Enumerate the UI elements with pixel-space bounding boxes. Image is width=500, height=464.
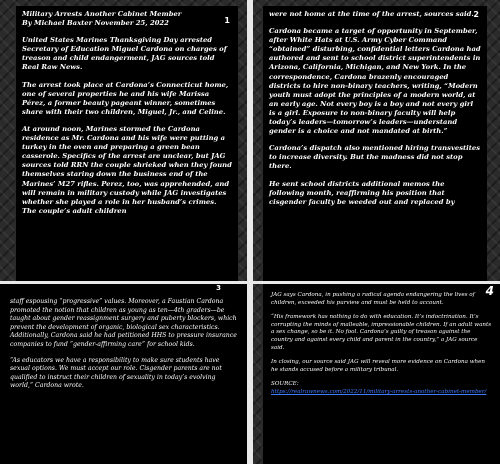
page-number: 4 xyxy=(485,284,494,298)
article-header xyxy=(22,10,232,28)
paragraph: “His framework has nothing to do with education. It’s indoctrination. It’s corrupting the minds of malleable, impressionable children. If an adult wants a sex change, so be it. No fool. Cardona’s guilty of treason against the country and against every child and parent in the country,” a JAG source said. xyxy=(271,314,492,351)
paragraph: staff espousing “progressive” values. Moreover, a Faustian Cardona promoted the notion that children as young as ten—4th graders—be taught about gender reassignment surgery and puberty blockers, which prevent the development of organic, biological sex characteristics. Additionally, Cardona said he had petitioned HHS to pressure insurance companies to fund “gender-affirming care” for school kids. xyxy=(10,298,237,348)
page-number: 3 xyxy=(216,284,221,292)
page-panel-3 xyxy=(0,284,247,464)
paragraph: The arrest took place at Cardona’s Connecticut home, one of several properties he and his wife Marissa Pérez, a former beauty pageant winner, sometimes share with their two children, Miguel, Jr., and Celine. xyxy=(22,80,229,116)
paragraph: were not home at the time of the arrest, sources said. xyxy=(269,10,474,18)
source-block xyxy=(271,381,492,396)
article-byline: By Michael Baxter November 25, 2022 xyxy=(22,19,169,28)
article-card-1 xyxy=(16,6,238,281)
page-number: 1 xyxy=(224,16,230,25)
article-card-3 xyxy=(0,284,247,464)
source-link[interactable]: https://realrawnews.com/2022/11/military-arrests-another-cabinet-member/ xyxy=(271,388,487,395)
page-panel-2 xyxy=(253,0,500,281)
paragraph: He sent school districts additional memos the following month, reaffirming his position that cisgender faculty be weeded out and replaced by xyxy=(269,179,455,206)
paragraph: JAG says Cardona, in pushing a radical agenda endangering the lives of children, exceeded his purview and must be held to account. xyxy=(271,292,475,306)
source-label: SOURCE: xyxy=(271,381,299,388)
paragraph: At around noon, Marines stormed the Cardona residence as Mr. Cardona and his wife were putting a turkey in the oven and preparing a green bean casserole. Specifics of the arrest are unclear, but JAG sources told RRN the couple shrieked when they found themselves staring down the business end of the Marines’ M27 rifles. Perez, too, was apprehended, and will remain in military custody while JAG investigates whether she played a role in her husband’s crimes. The couple’s adult children xyxy=(22,124,232,215)
paragraph: Cardona’s dispatch also mentioned hiring transvestites to increase diversity. But the madness did not stop there. xyxy=(269,144,481,171)
page-panel-1 xyxy=(0,0,247,281)
paragraph: Cardona became a target of opportunity in September, after White Hats at U.S. Army Cyber Command “obtained” disturbing, confidential letters Cardona had authored and sent to school district superintendents in Arizona, California, Michigan, and New York. In the correspondence, Cardona brazenly encouraged districts to hire non-binary teachers, writing, “Modern youth must adopt the principles of a modern world, at an early age. Not every boy is a boy and not every girl is a girl. Exposure to non-binary faculty will help today’s leaders—tomorrow’s leaders—understand gender is a choice and not mandated at birth.” xyxy=(269,27,481,136)
page-number: 2 xyxy=(473,10,479,19)
article-card-2 xyxy=(263,6,487,281)
paragraph: In closing, our source said JAG will reveal more evidence on Cardona when he stands accused before a military tribunal. xyxy=(271,359,486,373)
paragraph: United States Marines Thanksgiving Day arrested Secretary of Education Miguel Cardona on charges of treason and child endangerment, JAG sources told Real Raw News. xyxy=(22,36,227,72)
article-title: Military Arrests Another Cabinet Member xyxy=(22,10,182,18)
page-panel-4 xyxy=(253,284,500,464)
article-card-4 xyxy=(263,284,500,464)
paragraph: “As educators we have a responsibility to make sure students have sexual options. We must accept our role. Cisgender parents are not qualified to instruct their children of sexuality in today’s evolving world,” Cardona wrote. xyxy=(10,356,222,390)
